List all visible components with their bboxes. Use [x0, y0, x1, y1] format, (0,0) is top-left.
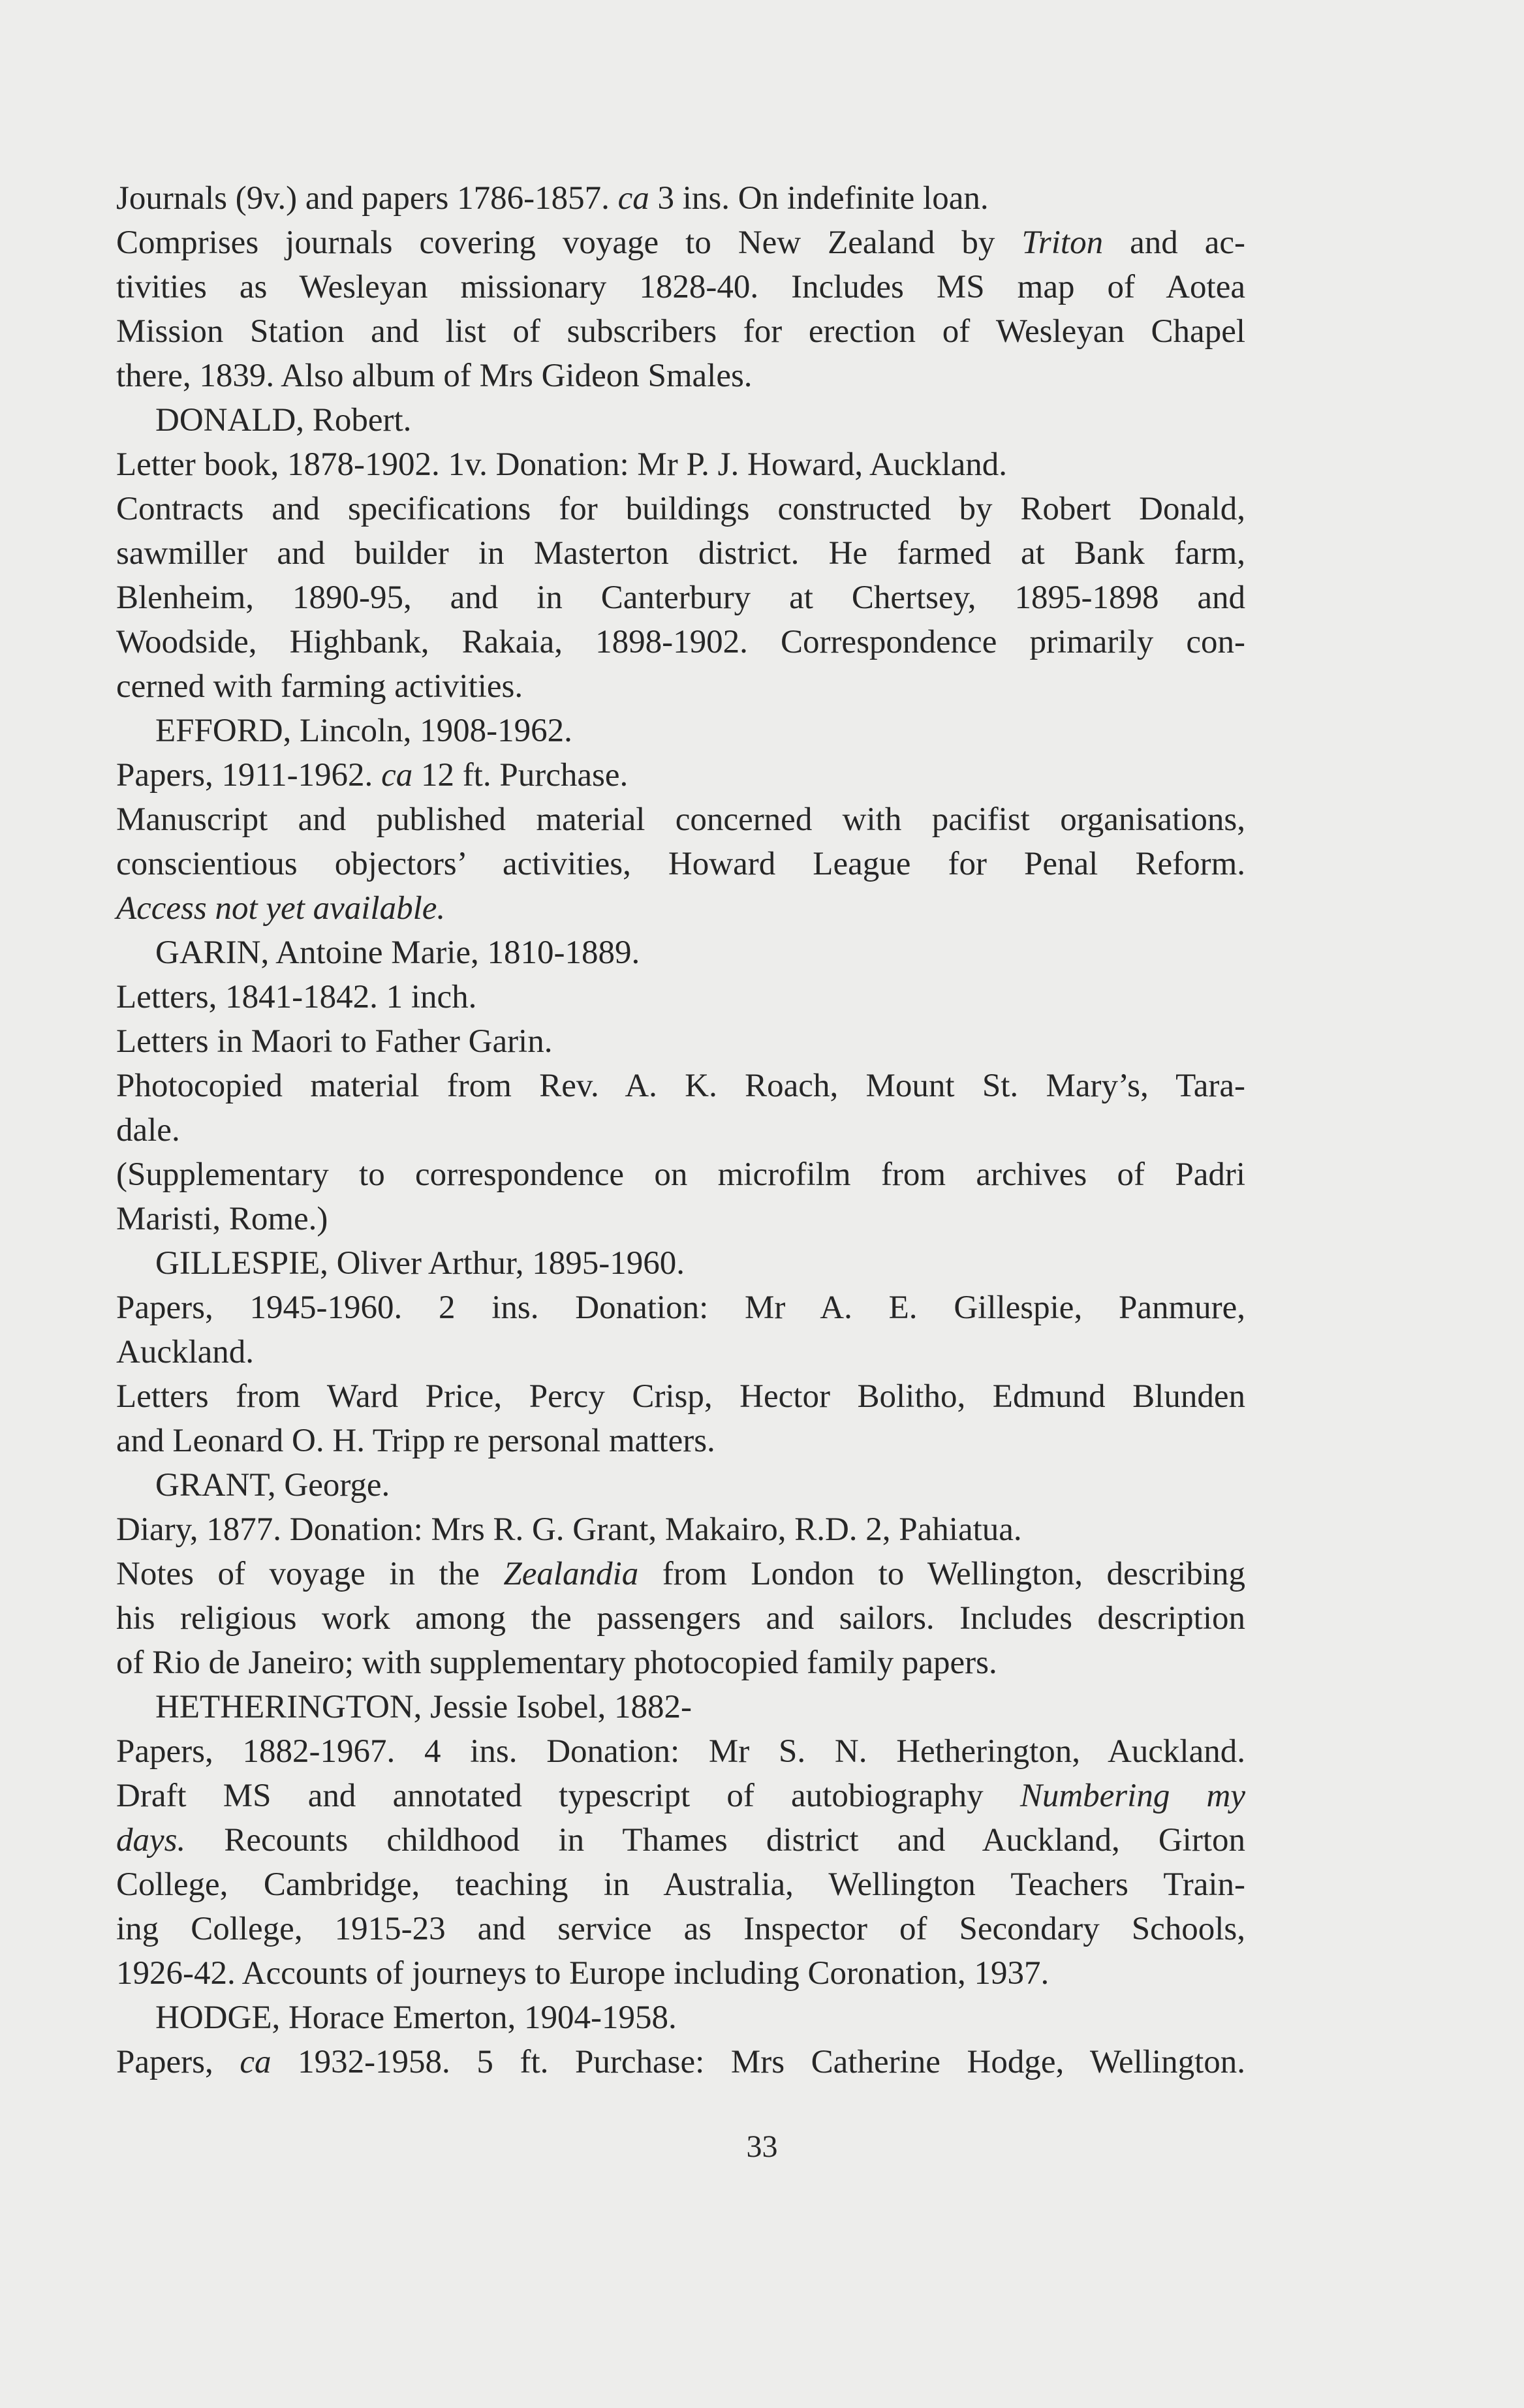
entry-heading: HODGE, Horace Emerton, 1904-1958. [155, 1999, 677, 2036]
text-line: Contracts and specifications for buildings constructed by Robert Donald, [116, 491, 1245, 527]
text-line: Mission Station and list of subscribers for erection of Wesleyan Chapel [116, 313, 1245, 350]
text-line: Access not yet available. [116, 890, 446, 927]
entry-heading: GARIN, Antoine Marie, 1810-1889. [155, 934, 640, 971]
text-line: Papers, 1911-1962. ca 12 ft. Purchase. [116, 757, 629, 794]
page-number: 33 [746, 2129, 778, 2164]
entry-heading: HETHERINGTON, Jessie Isobel, 1882- [155, 1689, 692, 1725]
text-line: Notes of voyage in the Zealandia from London to Wellington, describing [116, 1556, 1245, 1592]
text-line: Letters, 1841-1842. 1 inch. [116, 979, 477, 1015]
text-line: Papers, ca 1932-1958. 5 ft. Purchase: Mrs Catherine Hodge, Wellington. [116, 2044, 1246, 2080]
text-line: College, Cambridge, teaching in Australia, Wellington Teachers Train- [116, 1866, 1245, 1903]
text-line: Papers, 1945-1960. 2 ins. Donation: Mr A. E. Gillespie, Panmure, [116, 1289, 1245, 1326]
text-line: there, 1839. Also album of Mrs Gideon Smales. [116, 358, 753, 394]
text-line: Diary, 1877. Donation: Mrs R. G. Grant, Makairo, R.D. 2, Pahiatua. [116, 1511, 1022, 1548]
text-line: his religious work among the passengers and sailors. Includes description [116, 1600, 1245, 1637]
entry-heading: GRANT, George. [155, 1467, 390, 1504]
text-line: ing College, 1915-23 and service as Inspector of Secondary Schools, [116, 1911, 1245, 1947]
text-line: Comprises journals covering voyage to New Zealand by Triton and ac- [116, 224, 1245, 261]
text-line: (Supplementary to correspondence on microfilm from archives of Padri [116, 1156, 1245, 1193]
text-line: tivities as Wesleyan missionary 1828-40. Includes MS map of Aotea [116, 269, 1245, 305]
text-line: Papers, 1882-1967. 4 ins. Donation: Mr S. N. Hetherington, Auckland. [116, 1733, 1245, 1770]
catalogue-text [116, 176, 1245, 2084]
text-line: Woodside, Highbank, Rakaia, 1898-1902. Correspondence primarily con- [116, 624, 1245, 660]
text-line: Letters in Maori to Father Garin. [116, 1023, 553, 1060]
text-line: Manuscript and published material concerned with pacifist organisations, [116, 801, 1245, 838]
text-line: conscientious objectors’ activities, Howard League for Penal Reform. [116, 846, 1245, 882]
text-line: Letter book, 1878-1902. 1v. Donation: Mr P. J. Howard, Auckland. [116, 446, 1008, 483]
text-line: dale. [116, 1112, 180, 1149]
text-line: sawmiller and builder in Masterton district. He farmed at Bank farm, [116, 535, 1245, 572]
text-line: Photocopied material from Rev. A. K. Roach, Mount St. Mary’s, Tara- [116, 1068, 1245, 1104]
entry-heading: EFFORD, Lincoln, 1908-1962. [155, 713, 572, 749]
text-line: Auckland. [116, 1334, 255, 1370]
text-line: cerned with farming activities. [116, 668, 523, 705]
text-line: days. Recounts childhood in Thames district and Auckland, Girton [116, 1822, 1245, 1859]
text-line: of Rio de Janeiro; with supplementary photocopied family papers. [116, 1644, 997, 1681]
text-line: Letters from Ward Price, Percy Crisp, Hector Bolitho, Edmund Blunden [116, 1378, 1245, 1415]
text-line: 1926-42. Accounts of journeys to Europe including Coronation, 1937. [116, 1955, 1050, 1992]
text-line: Draft MS and annotated typescript of autobiography Numbering my [116, 1778, 1245, 1814]
text-line: Journals (9v.) and papers 1786-1857. ca 3 ins. On indefinite loan. [116, 180, 989, 217]
text-line: and Leonard O. H. Tripp re personal matters. [116, 1423, 715, 1459]
entry-heading: GILLESPIE, Oliver Arthur, 1895-1960. [155, 1245, 685, 1282]
entry-heading: DONALD, Robert. [155, 402, 412, 439]
text-line: Maristi, Rome.) [116, 1201, 328, 1237]
text-line: Blenheim, 1890-95, and in Canterbury at Chertsey, 1895-1898 and [116, 579, 1245, 616]
